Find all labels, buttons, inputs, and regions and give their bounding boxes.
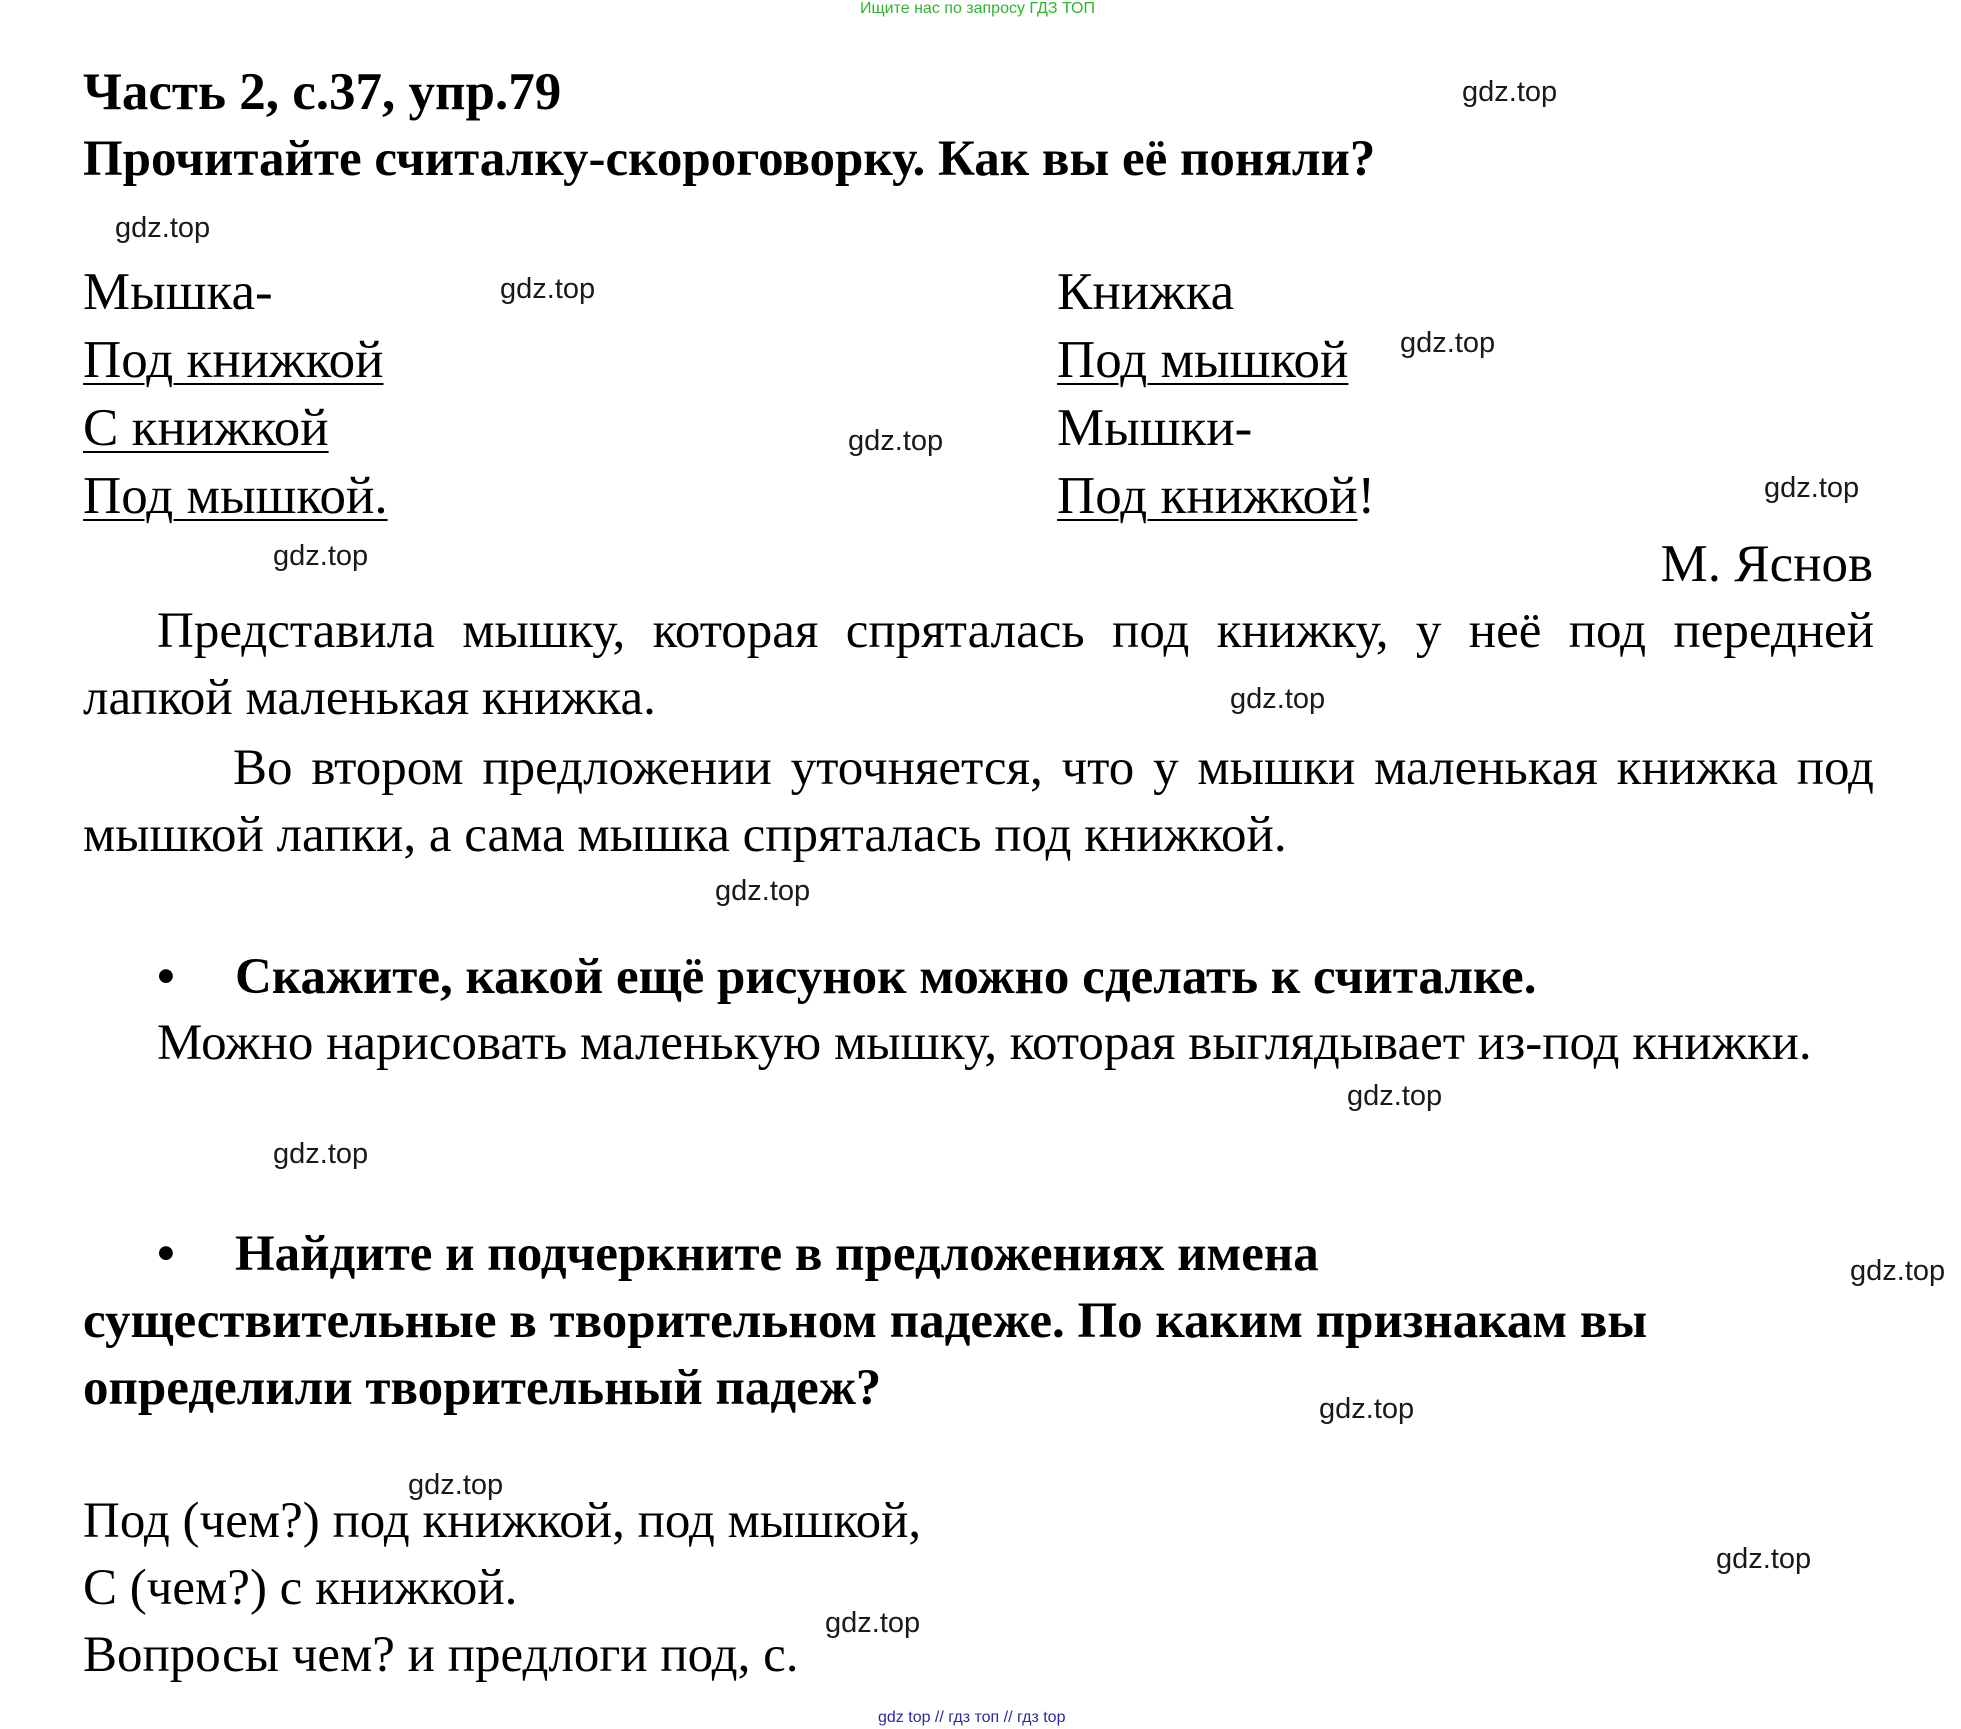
answer-line-2: С (чем?) с книжкой. (83, 1560, 518, 1616)
footer-links: gdz top // гдз топ // гдз top (878, 1709, 1066, 1726)
page-title: Часть 2, с.37, упр.79 (83, 63, 562, 121)
poem-line: Мышка- (83, 263, 273, 321)
answer-line-3: Вопросы чем? и предлоги под, с. (83, 1627, 799, 1683)
poem-line: Под мышкой (1057, 331, 1349, 389)
watermark: gdz.top (1400, 327, 1496, 359)
watermark: gdz.top (1347, 1080, 1443, 1112)
search-hint-banner: Ищите нас по запросу ГДЗ ТОП (860, 0, 1095, 17)
watermark: gdz.top (1319, 1393, 1415, 1425)
answer-paragraph-2: Во втором предложении уточняется, что у мышки маленькая книжка под мышкой лапки, а сама мышка спряталась под книжкой. (83, 740, 1874, 863)
poem-line: С книжкой (83, 399, 329, 457)
watermark: gdz.top (1850, 1255, 1946, 1287)
watermark: gdz.top (1462, 76, 1558, 108)
poem-line: Мышки- (1057, 399, 1253, 457)
watermark: gdz.top (848, 425, 944, 457)
watermark: gdz.top (1230, 683, 1326, 715)
watermark: gdz.top (273, 540, 369, 572)
poem-right-column (1057, 258, 1375, 530)
poem-line: Под книжкой! (1057, 467, 1376, 525)
answer-paragraph-3: Можно нарисовать маленькую мышку, которая выглядывает из-под книжки. (157, 1015, 1812, 1071)
answer-line-1: Под (чем?) под книжкой, под мышкой, (83, 1493, 922, 1549)
answer-paragraph-1: Представила мышку, которая спряталась под книжку, у неё под передней лапкой маленькая книжка. (83, 603, 1874, 726)
bullet: • (157, 1226, 175, 1282)
task-heading-3-line-2: существительные в творительном падеже. По каким признакам вы (83, 1293, 1648, 1349)
bullet: • (157, 949, 175, 1005)
poem-line: Под мышкой. (83, 467, 388, 525)
watermark: gdz.top (715, 875, 811, 907)
watermark: gdz.top (500, 273, 596, 305)
poem-left-column (83, 258, 388, 530)
watermark: gdz.top (273, 1138, 369, 1170)
task-heading-2-text: Скажите, какой ещё рисунок можно сделать к считалке. (235, 949, 1537, 1005)
watermark: gdz.top (115, 212, 211, 244)
task-heading-3-line-1: Найдите и подчеркните в предложениях имена (235, 1226, 1319, 1282)
poem-author: М. Яснов (1660, 535, 1873, 593)
watermark: gdz.top (825, 1607, 921, 1639)
task-heading-2 (157, 948, 175, 1006)
watermark: gdz.top (1716, 1543, 1812, 1575)
task-heading-1: Прочитайте считалку-скороговорку. Как вы её поняли? (83, 131, 1376, 187)
poem-line: Книжка (1057, 263, 1235, 321)
task-heading-3-line-3: определили творительный падеж? (83, 1360, 882, 1416)
watermark: gdz.top (408, 1469, 504, 1501)
poem-line: Под книжкой (83, 331, 384, 389)
watermark: gdz.top (1764, 472, 1860, 504)
